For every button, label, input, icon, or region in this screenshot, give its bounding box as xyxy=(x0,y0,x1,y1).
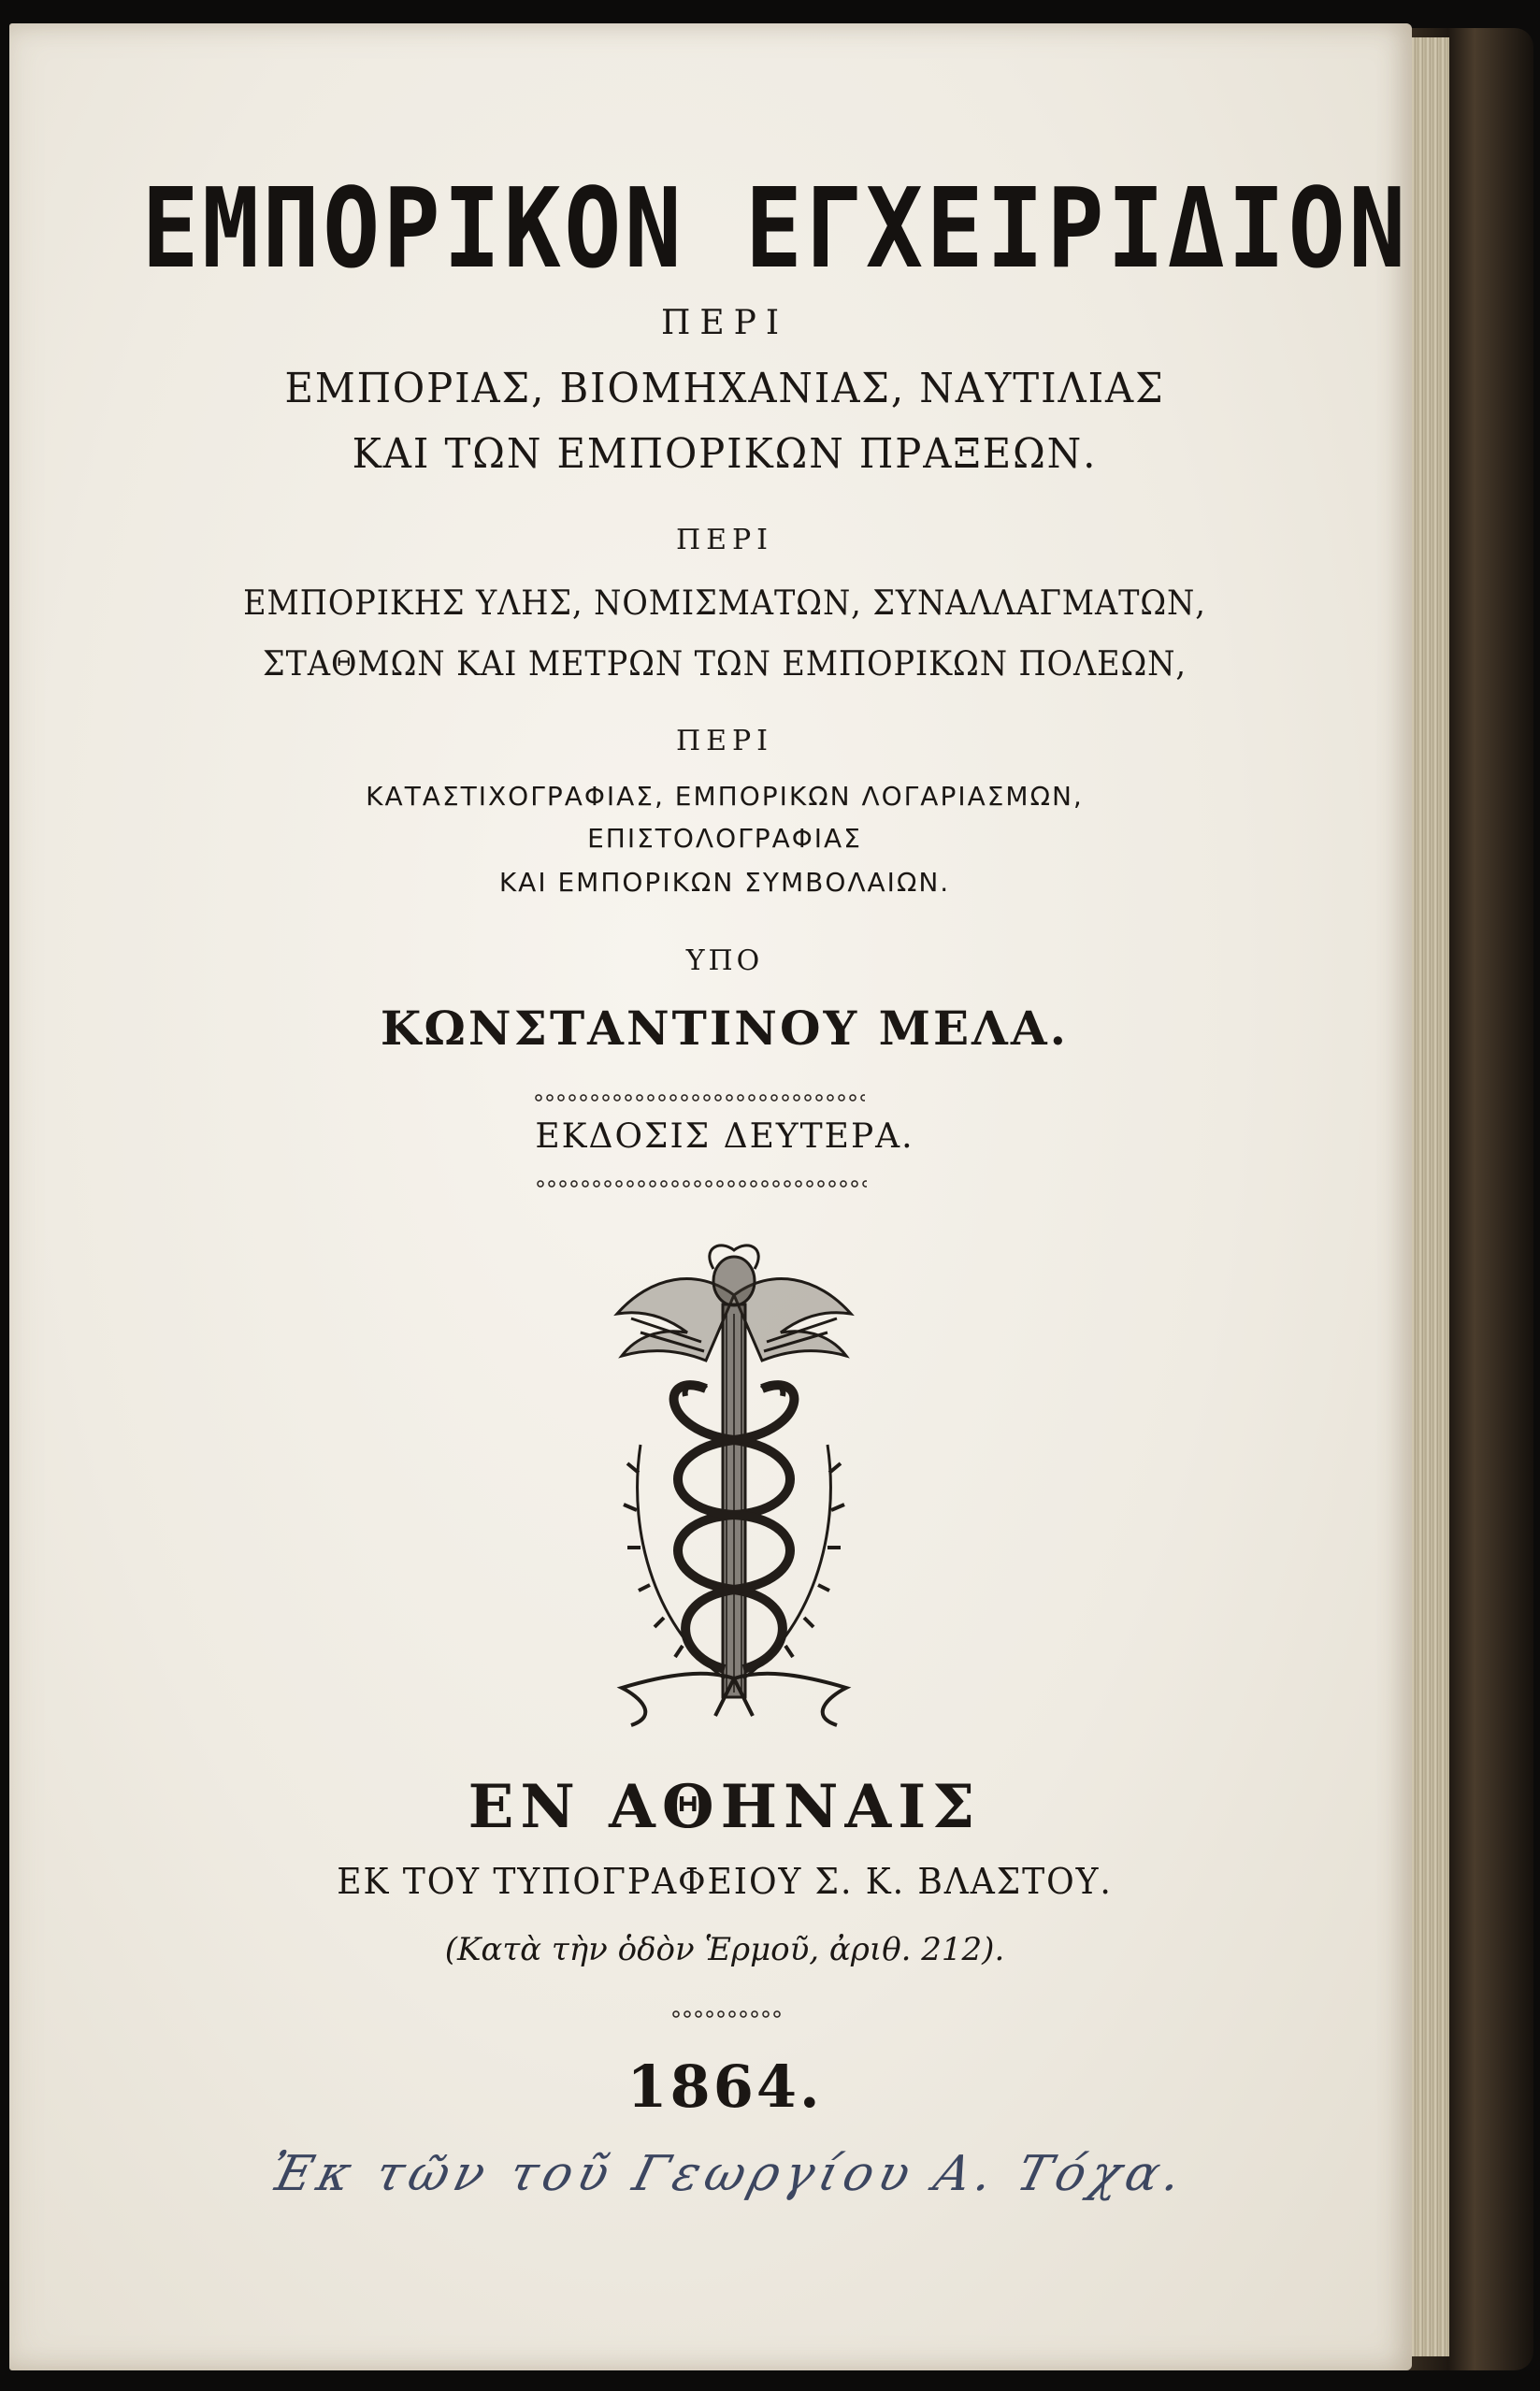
title-page-content xyxy=(47,23,1409,2370)
ornament-rule-small xyxy=(670,2010,783,2018)
title-page xyxy=(9,23,1412,2370)
subject-line-7: ΚΑΙ ΕΜΠΟΡΙΚΩΝ ΣΥΜΒΟΛΑΙΩΝ. xyxy=(498,867,951,898)
subject-line-1: ΕΜΠΟΡΙΑΣ, ΒΙΟΜΗΧΑΝΙΑΣ, ΝΑΥΤΙΛΙΑΣ xyxy=(284,365,1165,412)
subject-line-2: ΚΑΙ ΤΩΝ ΕΜΠΟΡΙΚΩΝ ΠΡΑΞΕΩΝ. xyxy=(352,430,1098,478)
author-name: ΚΩΝΣΤΑΝΤΙΝΟΥ ΜΕΛΑ. xyxy=(380,1001,1070,1056)
ornament-rule-bottom xyxy=(535,1180,867,1188)
handwritten-inscription xyxy=(262,2146,1244,2277)
peri-heading-3: ΠΕΡΙ xyxy=(675,725,774,757)
ornament-rule-top xyxy=(533,1094,865,1102)
caduceus-emblem-icon xyxy=(603,1230,865,1735)
subject-line-6: ΕΠΙΣΤΟΛΟΓΡΑΦΙΑΣ xyxy=(587,823,862,854)
city-imprint: ΕΝ ΑΘΗΝΑΙΣ xyxy=(468,1772,982,1842)
handwritten-inscription-text: Ἐκ τῶν τοῦ Γεωργίου Α. Τόχα. xyxy=(264,2146,1193,2202)
subject-line-3: ΕΜΠΟΡΙΚΗΣ ΥΛΗΣ, ΝΟΜΙΣΜΑΤΩΝ, ΣΥΝΑΛΛΑΓΜΑΤΩΝ, xyxy=(243,584,1206,623)
printer-address: (Κατὰ τὴν ὁδὸν Ἑρμοῦ, ἀριθ. 212). xyxy=(444,1931,1005,1968)
publication-year: 1864. xyxy=(626,2053,823,2121)
peri-heading-2: ΠΕΡΙ xyxy=(675,524,774,556)
printer-imprint: ΕΚ ΤΟΥ ΤΥΠΟΓΡΑΦΕΙΟΥ Σ. Κ. ΒΛΑΣΤΟΥ. xyxy=(337,1861,1113,1902)
book-title: ΕΜΠΟΡΙΚΟΝ ΕΓΧΕΙΡΙΔΙΟΝ xyxy=(141,164,1409,293)
by-label: ΥΠΟ xyxy=(685,944,764,977)
edition-label: ΕΚΔΟΣΙΣ ΔΕΥΤΕΡΑ. xyxy=(535,1117,914,1156)
subject-line-4: ΣΤΑΘΜΩΝ ΚΑΙ ΜΕΤΡΩΝ ΤΩΝ ΕΜΠΟΡΙΚΩΝ ΠΟΛΕΩΝ, xyxy=(263,645,1187,684)
peri-heading-1: ΠΕΡΙ xyxy=(660,304,789,342)
subject-line-5: ΚΑΤΑΣΤΙΧΟΓΡΑΦΙΑΣ, ΕΜΠΟΡΙΚΩΝ ΛΟΓΑΡΙΑΣΜΩΝ, xyxy=(366,781,1084,812)
